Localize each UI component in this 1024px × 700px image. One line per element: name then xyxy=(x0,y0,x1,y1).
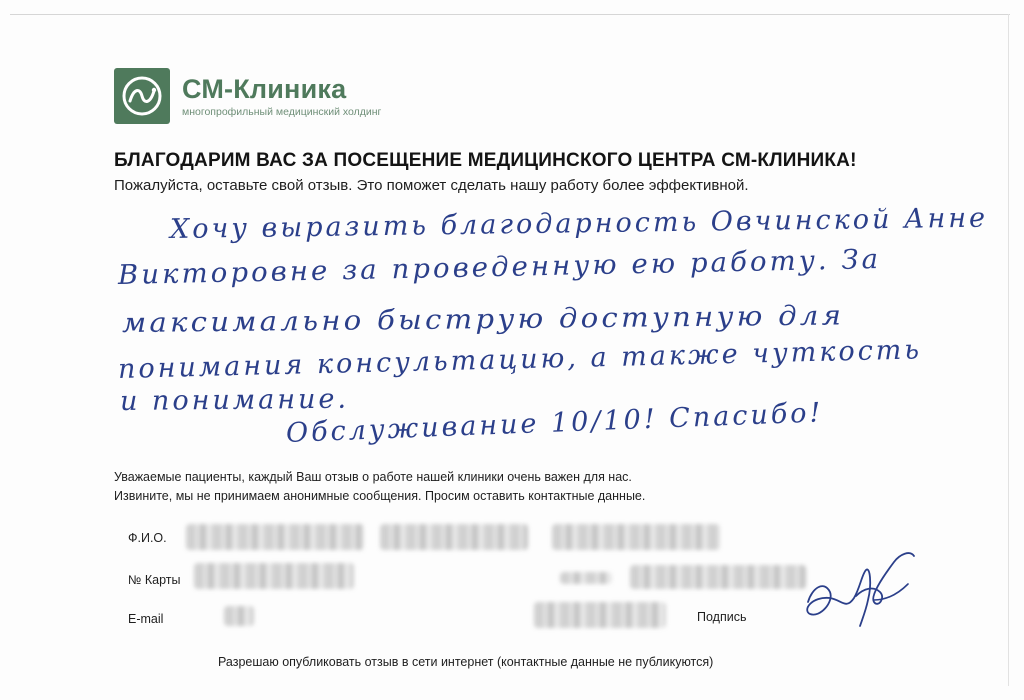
snake-icon xyxy=(114,68,170,124)
paper-edge-right xyxy=(1008,14,1009,686)
redacted-date xyxy=(534,602,666,628)
paper-edge-top xyxy=(10,14,1010,15)
notice-line: Извините, мы не принимаем анонимные сообщения. Просим оставить контактные данные. xyxy=(114,489,646,503)
notice-line: Уважаемые пациенты, каждый Ваш отзыв о работе нашей клиники очень важен для нас. xyxy=(114,470,632,484)
form-heading: БЛАГОДАРИМ ВАС ЗА ПОСЕЩЕНИЕ МЕДИЦИНСКОГО ЦЕНТРА СМ-КЛИНИКА! xyxy=(114,150,857,171)
review-line: максимально быструю доступную для xyxy=(121,300,845,339)
handwritten-signature xyxy=(790,540,930,630)
redacted-phone-label xyxy=(560,572,612,584)
review-line: и понимание. xyxy=(119,383,350,417)
notice-text xyxy=(114,468,645,506)
review-line: Обслуживание 10/10! Спасибо! xyxy=(285,397,824,449)
review-line: понимания консультацию, а также чуткость xyxy=(117,334,923,385)
signature-label: Подпись xyxy=(697,610,747,624)
redacted-fio-surname xyxy=(186,524,364,550)
redacted-card-number xyxy=(194,563,354,589)
email-label: E-mail xyxy=(128,612,164,626)
clinic-name: СМ-Клиника xyxy=(182,73,347,104)
publication-consent: Разрешаю опубликовать отзыв в сети интернет (контактные данные не публикуются) xyxy=(218,655,714,669)
clinic-logo xyxy=(114,68,381,124)
card-number-label: № Карты xyxy=(128,573,181,587)
review-line: Викторовне за проведенную ею работу. За xyxy=(117,244,882,291)
clinic-tagline: многопрофильный медицинский холдинг xyxy=(182,105,382,118)
redacted-phone xyxy=(630,565,806,589)
fio-label: Ф.И.О. xyxy=(128,531,167,545)
redacted-fio-patronymic xyxy=(552,524,720,550)
redacted-email xyxy=(224,606,254,626)
form-subheading: Пожалуйста, оставьте свой отзыв. Это поможет сделать нашу работу более эффективной. xyxy=(114,177,749,194)
redacted-fio-name xyxy=(380,524,528,550)
review-line: Хочу выразить благодарность Овчинской Анне xyxy=(169,202,989,245)
handwritten-review xyxy=(117,202,989,458)
